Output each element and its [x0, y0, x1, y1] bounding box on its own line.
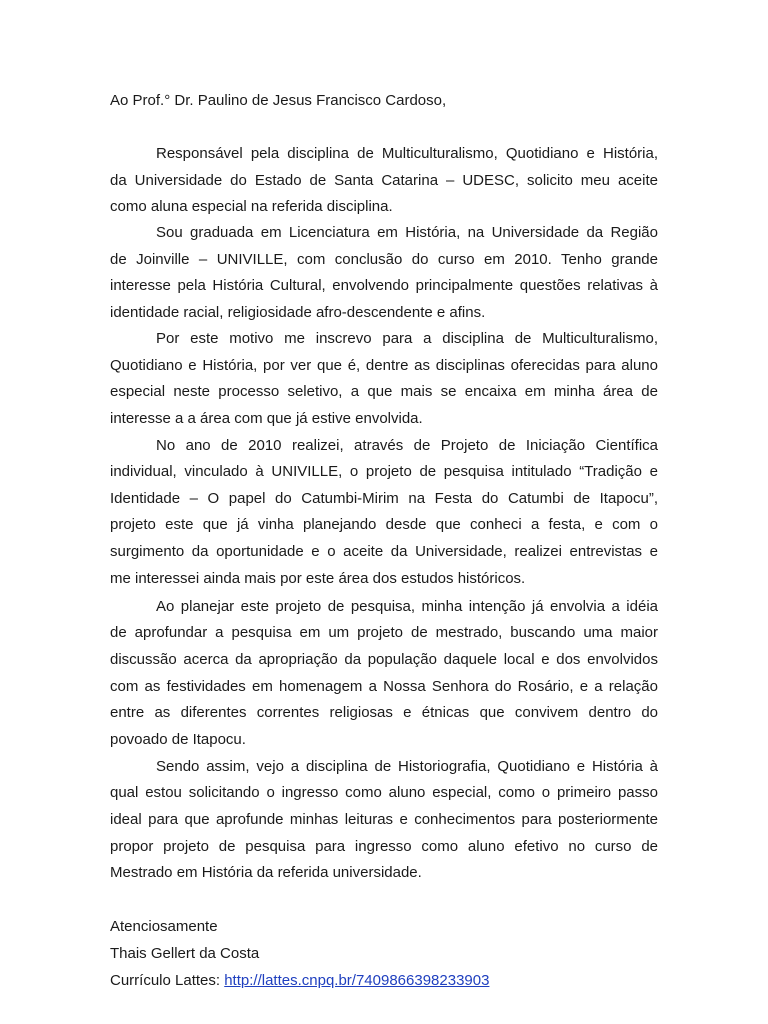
paragraph-line: Por este motivo me inscrevo para a disciplina de Multiculturalismo,: [156, 330, 658, 347]
paragraph-line: interesse a a área com que já estive envolvida.: [110, 410, 423, 427]
paragraph-line: Sou graduada em Licenciatura em História, na Universidade da Região: [156, 224, 658, 241]
paragraph-line: ideal para que aprofunde minhas leituras e conhecimentos para posteriormente: [110, 811, 658, 828]
lattes-link[interactable]: http://lattes.cnpq.br/7409866398233903: [224, 972, 490, 989]
closing: Atenciosamente: [110, 918, 218, 935]
paragraph-line: propor projeto de pesquisa para ingresso como aluno efetivo no curso de: [110, 838, 658, 855]
lattes-label: Currículo Lattes:: [110, 972, 225, 989]
paragraph-line: individual, vinculado à UNIVILLE, o projeto de pesquisa intitulado “Tradição e: [110, 463, 658, 480]
paragraph-line: como aluna especial na referida disciplina.: [110, 198, 393, 215]
paragraph-line: Identidade – O papel do Catumbi-Mirim na Festa do Catumbi de Itapocu”,: [110, 490, 658, 507]
paragraph-line: surgimento da oportunidade e o aceite da Universidade, realizei entrevistas e: [110, 543, 658, 560]
paragraph-line: projeto este que já vinha planejando desde que conheci a festa, e com o: [110, 516, 658, 533]
paragraph-line: identidade racial, religiosidade afro-descendente e afins.: [110, 304, 486, 321]
paragraph-line: da Universidade do Estado de Santa Catarina – UDESC, solicito meu aceite: [110, 172, 658, 189]
paragraph-line: Responsável pela disciplina de Multiculturalismo, Quotidiano e História,: [156, 145, 658, 162]
paragraph-line: povoado de Itapocu.: [110, 731, 246, 748]
paragraph-line: Ao planejar este projeto de pesquisa, minha intenção já envolvia a idéia: [156, 598, 658, 615]
paragraph-line: interesse pela História Cultural, envolvendo principalmente questões relativas à: [110, 277, 658, 294]
paragraph-line: Quotidiano e História, por ver que é, dentre as disciplinas oferecidas para aluno: [110, 357, 658, 374]
signature-name: Thais Gellert da Costa: [110, 945, 260, 962]
lattes-line: [110, 971, 658, 991]
paragraph-line: Sendo assim, vejo a disciplina de Historiografia, Quotidiano e História à: [156, 758, 658, 775]
paragraph-line: No ano de 2010 realizei, através de Projeto de Iniciação Científica: [156, 437, 658, 454]
paragraph-line: com as festividades em homenagem a Nossa Senhora do Rosário, e a relação: [110, 678, 658, 695]
paragraph-line: entre as diferentes correntes religiosas e étnicas que convivem dentro do: [110, 704, 658, 721]
paragraph-line: especial neste processo seletivo, a que mais se encaixa em minha área de: [110, 383, 658, 400]
paragraph-line: de aprofundar a pesquisa em um projeto de mestrado, buscando uma maior: [110, 624, 658, 641]
paragraph-line: me interessei ainda mais por este área dos estudos históricos.: [110, 570, 526, 587]
paragraph-line: qual estou solicitando o ingresso como aluno especial, como o primeiro passo: [110, 784, 658, 801]
salutation: Ao Prof.° Dr. Paulino de Jesus Francisco Cardoso,: [110, 92, 447, 109]
paragraph-line: de Joinville – UNIVILLE, com conclusão do curso em 2010. Tenho grande: [110, 251, 658, 268]
paragraph-line: Mestrado em História da referida universidade.: [110, 864, 422, 881]
paragraph-line: discussão acerca da apropriação da população daquele local e dos envolvidos: [110, 651, 658, 668]
